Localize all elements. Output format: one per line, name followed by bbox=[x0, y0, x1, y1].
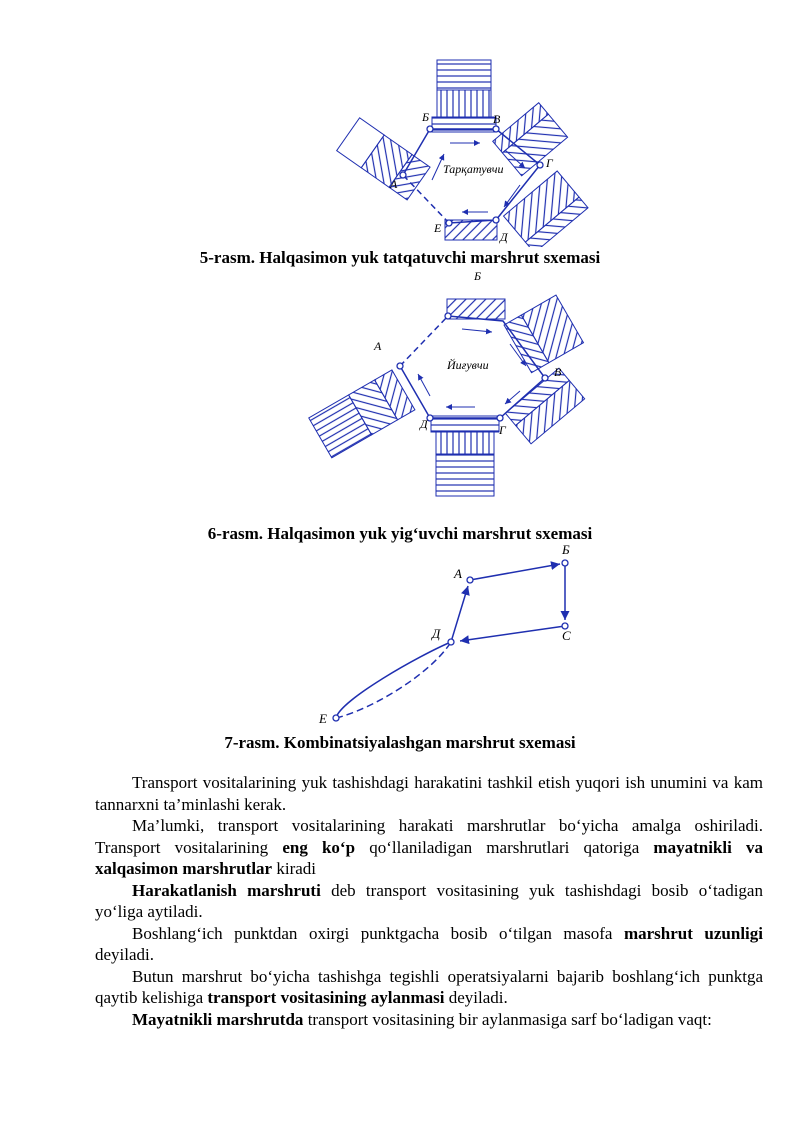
fig6-point-d: Д bbox=[420, 417, 428, 431]
p1-text: Transport vositalarining yuk tashishdagi harakatini tashkil etish yuqori ish unumini va kam tannarxni ta’minlashi kerak. bbox=[95, 773, 763, 814]
fig6-point-g: Г bbox=[499, 423, 506, 437]
p2-text-e: kiradi bbox=[272, 859, 316, 878]
p5-text-a: Butun marshrut bo‘yicha tashishga tegishli operatsiyalarni bajarib boshlang‘ich punktga qaytib kelishiga bbox=[95, 966, 763, 1007]
paragraph-4 bbox=[95, 923, 763, 966]
p4-text-a: Boshlang‘ich punktdan oxirgi punktgacha bosib o‘tilgan masofa bbox=[132, 923, 624, 943]
p5-bold-b: transport vositasining aylanmasi bbox=[207, 988, 445, 1007]
figure-6-diagram bbox=[0, 266, 800, 501]
fig7-point-e: Е bbox=[319, 711, 327, 726]
p2-text-a: Ma’lumki, transport vositalarining harakati marshrutlar bo‘yicha amalga oshiriladi. Transport vositalarining bbox=[95, 816, 763, 857]
figure-7-diagram bbox=[0, 540, 800, 730]
fig5-center-label: Тарқатувчи bbox=[443, 162, 504, 176]
fig7-point-a: А bbox=[454, 566, 462, 581]
fig6-point-b: Б bbox=[474, 269, 482, 283]
fig5-point-a: А bbox=[390, 177, 398, 191]
figure-5-caption: 5-rasm. Halqasimon yuk tatqatuvchi marshrut sxemasi bbox=[199, 248, 601, 267]
p3-bold-a: Harakatlanish marshruti bbox=[132, 880, 321, 900]
fig5-point-d: Д bbox=[500, 230, 508, 244]
p3-text-b: deb transport vositasining yuk tashishdagi bosib o‘tadigan yo‘liga aytiladi. bbox=[95, 880, 763, 921]
figure-5 bbox=[0, 55, 800, 247]
fig7-point-b: Б bbox=[562, 542, 570, 557]
p4-text-c: deyiladi. bbox=[95, 945, 155, 964]
p5-text-c: deyiladi. bbox=[444, 988, 508, 1007]
p2-text-c: qo‘llaniladigan marshrutlari qatoriga bbox=[355, 837, 654, 857]
p4-bold-b: marshrut uzunligi bbox=[623, 923, 763, 943]
paragraph-3 bbox=[95, 880, 763, 923]
fig5-point-g: Г bbox=[546, 156, 553, 170]
figure-7 bbox=[0, 540, 800, 730]
fig5-point-b: Б bbox=[422, 110, 430, 124]
paragraph-1 bbox=[95, 772, 763, 815]
figure-6-caption: 6-rasm. Halqasimon yuk yig‘uvchi marshrut sxemasi bbox=[207, 524, 593, 543]
p6-bold-a: Mayatnikli marshrutda bbox=[132, 1009, 304, 1029]
figure-6 bbox=[0, 266, 800, 501]
paragraph-6 bbox=[95, 1009, 763, 1031]
figure-7-caption: 7-rasm. Kombinatsiyalashgan marshrut sxemasi bbox=[224, 733, 576, 752]
p2-bold-d: mayatnikli va xalqasimon marshrutlar bbox=[95, 837, 763, 878]
paragraph-2 bbox=[95, 815, 763, 880]
fig5-point-e: Е bbox=[434, 221, 442, 235]
fig6-point-a: А bbox=[374, 339, 382, 353]
fig7-point-d: Д bbox=[432, 626, 441, 641]
p6-text-b: transport vositasining bir aylanmasiga sarf bo‘ladigan vaqt: bbox=[303, 1009, 712, 1029]
paragraph-5 bbox=[95, 966, 763, 1009]
fig7-point-c: С bbox=[562, 628, 571, 643]
body-text bbox=[95, 772, 763, 1030]
figure-5-diagram bbox=[0, 55, 800, 247]
p2-bold-b: eng ko‘p bbox=[282, 837, 356, 857]
fig5-point-v: В bbox=[493, 112, 501, 126]
fig6-center-label: Йиғувчи bbox=[447, 358, 489, 372]
fig6-point-v: В bbox=[554, 365, 562, 379]
